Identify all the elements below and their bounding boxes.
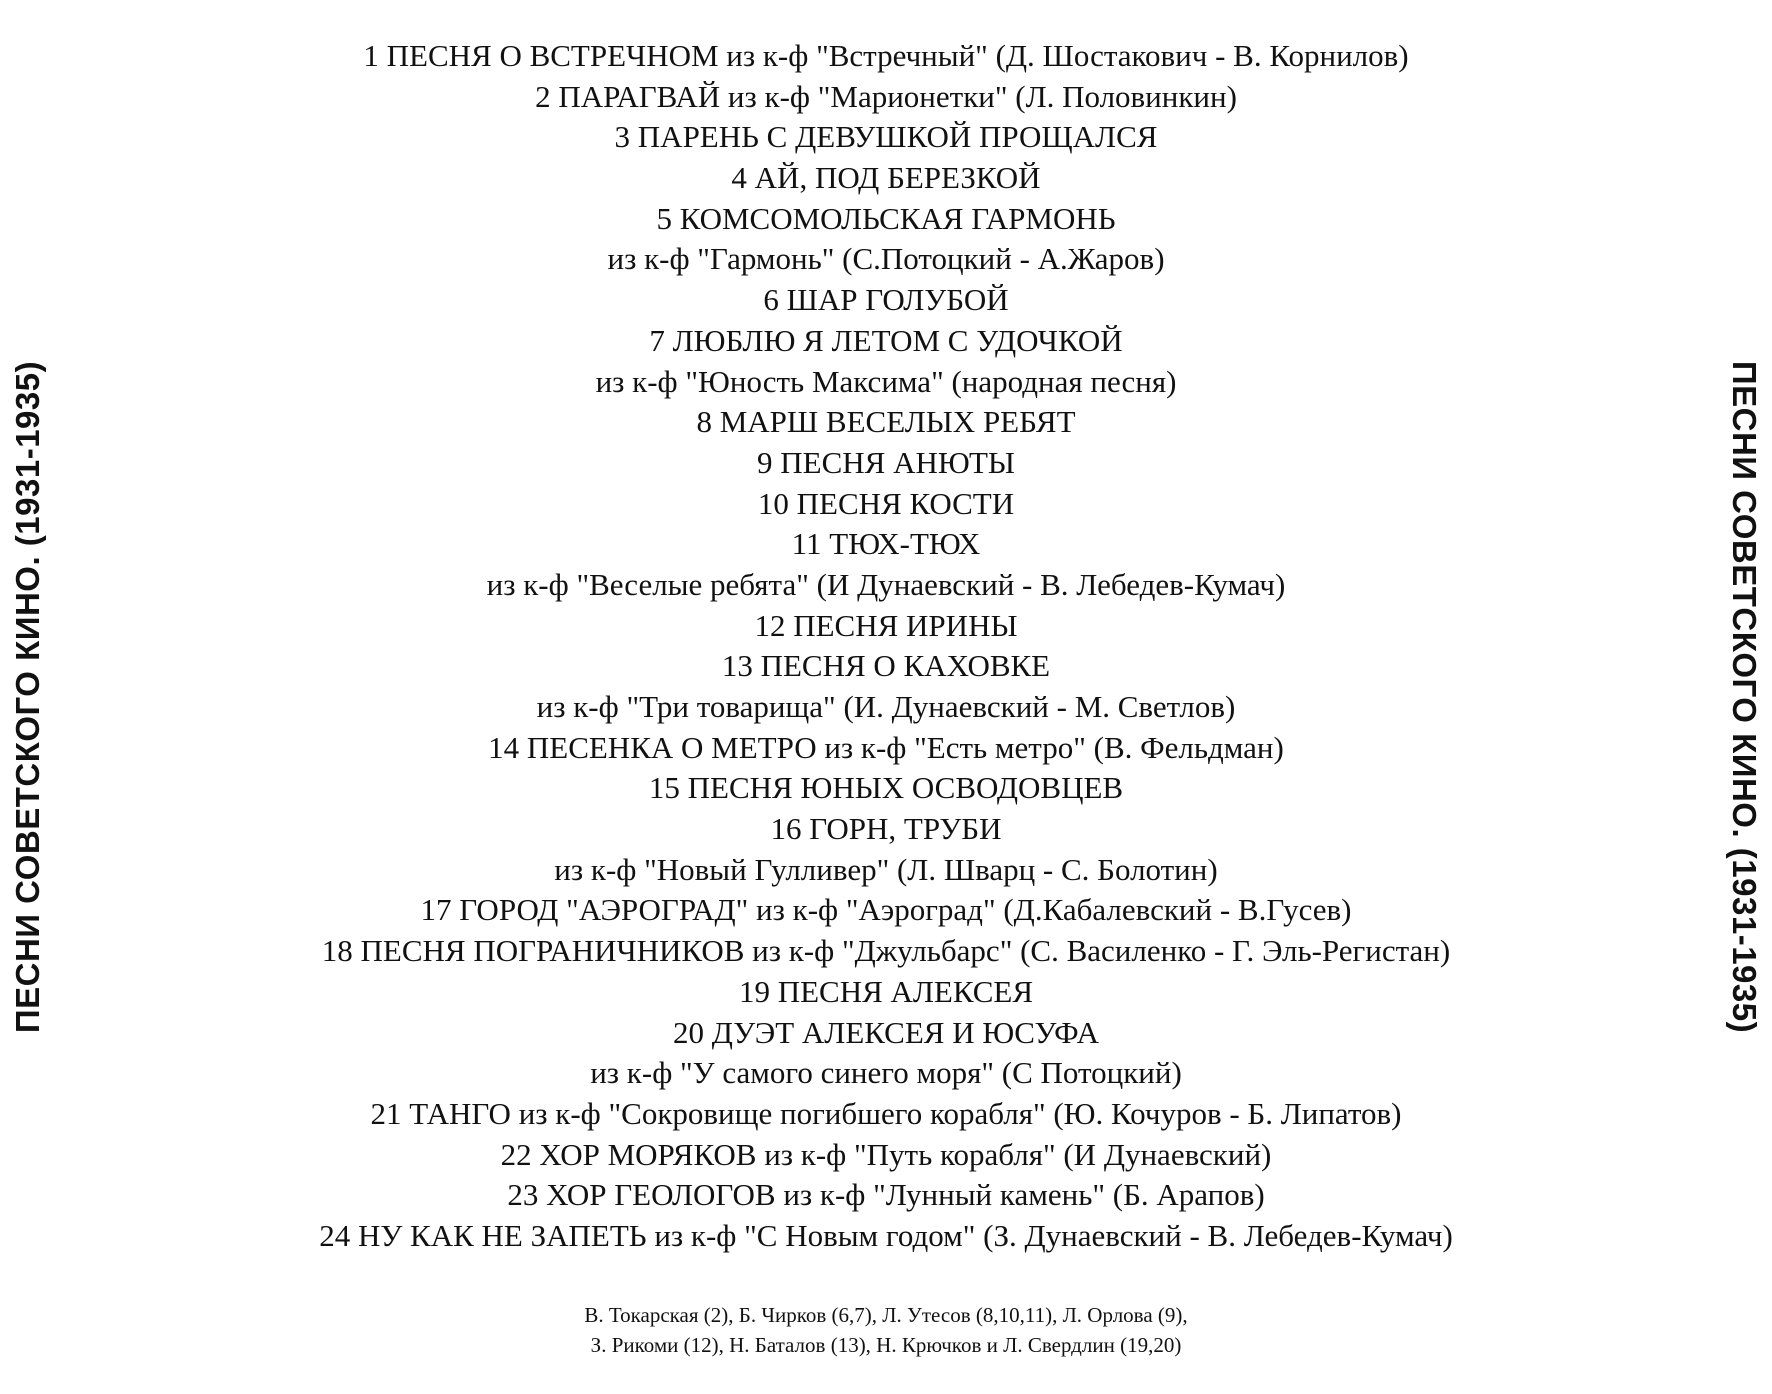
track-line: 22 ХОР МОРЯКОВ из к-ф "Путь корабля" (И Дунаевский) — [500, 1136, 1272, 1172]
credits-line: В. Токарская (2), Б. Чирков (6,7), Л. Утесов (8,10,11), Л. Орлова (9), — [584, 1303, 1188, 1327]
track-line: 4 АЙ, ПОД БЕРЕЗКОЙ — [731, 160, 1041, 196]
track-line: 18 ПЕСНЯ ПОГРАНИЧНИКОВ из к-ф "Джульбарс" (С. Василенко - Г. Эль-Регистан) — [321, 933, 1451, 969]
track-line: 14 ПЕСЕНКА О МЕТРО из к-ф "Есть метро" (В. Фельдман) — [488, 729, 1284, 765]
credits-line: З. Рикоми (12), Н. Баталов (13), Н. Крючков и Л. Свердлин (19,20) — [590, 1333, 1182, 1357]
tracklist — [120, 36, 1652, 1257]
track-line: 15 ПЕСНЯ ЮНЫХ ОСВОДОВЦЕВ — [648, 770, 1124, 806]
track-line: из к-ф "Веселые ребята" (И Дунаевский - В. Лебедев-Кумач) — [486, 566, 1286, 602]
track-line: 20 ДУЭТ АЛЕКСЕЯ И ЮСУФА — [672, 1014, 1100, 1050]
left-spine — [0, 0, 60, 1394]
track-line: из к-ф "У самого синего моря" (С Потоцкий) — [590, 1055, 1182, 1091]
track-line: 16 ГОРН, ТРУБИ — [770, 811, 1002, 847]
track-line: 1 ПЕСНЯ О ВСТРЕЧНОМ из к-ф "Встречный" (Д. Шостакович - В. Корнилов) — [363, 38, 1409, 73]
track-line: 21 ТАНГО из к-ф "Сокровище погибшего корабля" (Ю. Кочуров - Б. Липатов) — [370, 1095, 1402, 1131]
right-spine — [1712, 0, 1772, 1394]
track-line: из к-ф "Новый Гулливер" (Л. Шварц - С. Болотин) — [554, 851, 1218, 887]
track-line: 3 ПАРЕНЬ С ДЕВУШКОЙ ПРОЩАЛСЯ — [614, 119, 1158, 155]
track-line: 24 НУ КАК НЕ ЗАПЕТЬ из к-ф "С Новым годом" (З. Дунаевский - В. Лебедев-Кумач) — [319, 1217, 1453, 1253]
track-line: 10 ПЕСНЯ КОСТИ — [757, 485, 1015, 521]
spine-title-right: ПЕСНИ СОВЕТСКОГО КИНО. (1931-1935) — [1726, 360, 1763, 1034]
track-line: 23 ХОР ГЕОЛОГОВ из к-ф "Лунный камень" (Б. Арапов) — [507, 1177, 1265, 1213]
track-line: из к-ф "Три товарища" (И. Дунаевский - М. Светлов) — [536, 689, 1236, 724]
track-line: 8 МАРШ ВЕСЕЛЫХ РЕБЯТ — [696, 404, 1076, 440]
track-line: 19 ПЕСНЯ АЛЕКСЕЯ — [738, 973, 1034, 1009]
track-line: 6 ШАР ГОЛУБОЙ — [763, 282, 1009, 318]
track-line: 17 ГОРОД "АЭРОГРАД" из к-ф "Аэроград" (Д.Кабалевский - В.Гусев) — [420, 892, 1352, 928]
track-line: из к-ф "Юность Максима" (народная песня) — [595, 363, 1177, 399]
track-line: из к-ф "Гармонь" (С.Потоцкий - А.Жаров) — [607, 241, 1165, 277]
track-line: 2 ПАРАГВАЙ из к-ф "Марионетки" (Л. Половинкин) — [535, 78, 1237, 114]
track-line: 5 КОМСОМОЛЬСКАЯ ГАРМОНЬ — [656, 200, 1116, 236]
track-line: 11 ТЮХ-ТЮХ — [791, 526, 981, 562]
track-line: 12 ПЕСНЯ ИРИНЫ — [754, 607, 1018, 643]
track-line: 9 ПЕСНЯ АНЮТЫ — [757, 444, 1015, 480]
performer-credits — [120, 1300, 1652, 1360]
spine-title-left: ПЕСНИ СОВЕТСКОГО КИНО. (1931-1935) — [9, 360, 46, 1034]
track-line: 7 ЛЮБЛЮ Я ЛЕТОМ С УДОЧКОЙ — [649, 322, 1123, 358]
track-line: 13 ПЕСНЯ О КАХОВКЕ — [721, 648, 1051, 684]
